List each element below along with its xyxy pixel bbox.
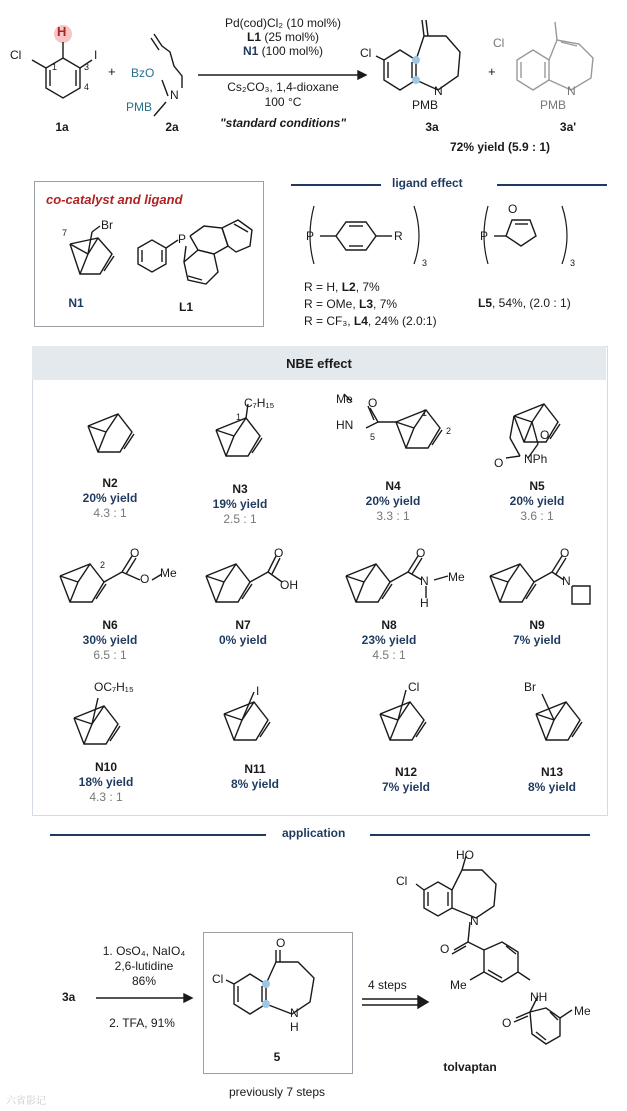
compound-5-o: O — [276, 936, 286, 950]
n4-pos-2: 2 — [446, 426, 452, 436]
position-3: 3 — [84, 62, 90, 72]
application-title: application — [282, 826, 346, 840]
n8-me: Me — [448, 570, 465, 584]
n2-structure — [88, 414, 134, 452]
n8-structure — [346, 556, 448, 602]
tolvaptan-cl: Cl — [396, 874, 408, 888]
compound-5-cl: Cl — [212, 972, 224, 986]
tolvaptan-o-2: O — [502, 1016, 512, 1030]
ligand-row-l4: R = CF₃, L4, 24% (2.0:1) — [304, 314, 437, 328]
compound-5-label: 5 — [273, 1050, 281, 1064]
n4-ratio: 3.3 : 1 — [376, 509, 410, 523]
n13-br: Br — [524, 680, 536, 694]
n13-label: N13 — [540, 765, 564, 779]
n10-label: N10 — [94, 760, 118, 774]
application-step1b: 2,6-lutidine — [114, 959, 174, 973]
n7-o: O — [274, 546, 284, 560]
n6-o-ester: O — [140, 572, 150, 586]
n6-label: N6 — [102, 618, 118, 632]
n11-i: I — [256, 684, 260, 698]
cond-cocatalyst: N1 (100 mol%) — [242, 44, 324, 58]
tolvaptan-n: N — [470, 914, 479, 928]
n3-yield: 19% yield — [212, 497, 268, 511]
nbe-effect-title: NBE effect — [286, 356, 352, 371]
four-steps-label: 4 steps — [368, 978, 407, 992]
n12-cl: Cl — [408, 680, 420, 694]
atom-cl: Cl — [10, 48, 22, 62]
atom-n-3a: N — [434, 84, 443, 98]
n4-me: Me — [336, 392, 353, 406]
l5-sub-3: 3 — [570, 258, 576, 268]
ligand-sub-3: 3 — [422, 258, 428, 268]
l5-phosphorus: P — [480, 229, 489, 243]
cond-base-solvent: Cs₂CO₃, 1,4-dioxane — [227, 80, 339, 94]
atom-pmb-3a-prime: PMB — [540, 98, 567, 112]
n8-h: H — [420, 596, 429, 610]
tolvaptan-nh: NH — [530, 990, 548, 1004]
position-4: 4 — [84, 82, 90, 92]
application-rule-left — [50, 834, 266, 836]
n2-yield: 20% yield — [82, 491, 138, 505]
n5-yield: 20% yield — [509, 494, 565, 508]
n11-yield: 8% yield — [230, 777, 280, 791]
ligand-r-group: R — [394, 229, 403, 243]
n7-oh: OH — [280, 578, 298, 592]
n4-o: O — [368, 396, 378, 410]
n5-label: N5 — [529, 479, 545, 493]
label-3a: 3a — [425, 120, 439, 134]
previously-7-steps: previously 7 steps — [228, 1085, 326, 1099]
application-step2: 2. TFA, 91% — [109, 1016, 175, 1030]
cond-temperature: 100 °C — [264, 95, 302, 109]
atom-pmb-2a: PMB — [126, 100, 153, 114]
n8-n: N — [420, 574, 429, 588]
n3-ratio: 2.5 : 1 — [223, 512, 257, 526]
n9-label: N9 — [529, 618, 545, 632]
n7-label: N7 — [235, 618, 251, 632]
cond-ligand: L1 (25 mol%) — [246, 30, 320, 44]
label-1a: 1a — [55, 120, 69, 134]
application-arrow-1 — [96, 993, 196, 1003]
label-3a-prime: 3a' — [559, 120, 577, 134]
n2-label: N2 — [102, 476, 118, 490]
n8-ratio: 4.5 : 1 — [372, 648, 406, 662]
n9-yield: 7% yield — [512, 633, 562, 647]
n6-me: Me — [160, 566, 177, 580]
label-n1: N1 — [68, 296, 84, 310]
tolvaptan-me-2: Me — [574, 1004, 591, 1018]
n8-yield: 23% yield — [361, 633, 417, 647]
n1-position-7: 7 — [62, 228, 68, 238]
watermark: 六省影记 — [6, 1096, 46, 1107]
compound-5-n: N — [290, 1006, 299, 1020]
n9-structure — [490, 556, 590, 604]
n10-oc7h15: OC₇H₁₅ — [94, 680, 134, 694]
compound-5-h: H — [290, 1020, 299, 1034]
n12-yield: 7% yield — [381, 780, 431, 794]
tolvaptan-label: tolvaptan — [443, 1060, 497, 1074]
cond-standard: "standard conditions" — [219, 116, 347, 130]
n5-o-bottom: O — [494, 456, 504, 470]
n8-label: N8 — [381, 618, 397, 632]
position-1: 1 — [52, 62, 58, 72]
n6-pos-2: 2 — [100, 560, 106, 570]
ligand-row-l5: L5, 54%, (2.0 : 1) — [478, 296, 571, 310]
n12-structure — [380, 690, 426, 740]
n11-label: N11 — [244, 762, 266, 776]
ligand-phosphorus: P — [306, 229, 315, 243]
application-step1c: 86% — [131, 974, 157, 988]
n7-structure — [206, 556, 282, 602]
scheme-yield: 72% yield (5.9 : 1) — [449, 140, 551, 154]
n5-nph: NPh — [524, 452, 548, 466]
n3-label: N3 — [232, 482, 248, 496]
atom-i: I — [94, 48, 98, 62]
l1-phosphorus: P — [178, 232, 187, 246]
atom-n-2a: N — [170, 88, 179, 102]
n13-yield: 8% yield — [527, 780, 577, 794]
n4-structure — [344, 394, 442, 448]
n4-label: N4 — [385, 479, 401, 493]
n3-c7h15: C₇H₁₅ — [244, 396, 275, 410]
l5-oxygen: O — [508, 202, 518, 216]
atom-pmb-3a: PMB — [412, 98, 439, 112]
atom-h: H — [57, 24, 67, 39]
n4-pos-5: 5 — [370, 432, 376, 442]
n13-structure — [536, 694, 582, 740]
n4-pos-1: 1 — [422, 408, 428, 418]
cocatalyst-title: co-catalyst and ligand — [46, 192, 183, 207]
n3-pos-1: 1 — [236, 412, 242, 422]
n9-o: O — [560, 546, 570, 560]
ligand-row-l2: R = H, L2, 7% — [304, 280, 380, 294]
plus-sign: + — [108, 64, 116, 79]
atom-cl-3a-prime: Cl — [493, 36, 505, 50]
n2-ratio: 4.3 : 1 — [93, 506, 127, 520]
label-2a: 2a — [165, 120, 179, 134]
n6-ratio: 6.5 : 1 — [93, 648, 127, 662]
n6-yield: 30% yield — [82, 633, 138, 647]
application-rule-right — [370, 834, 590, 836]
ligand-row-l3: R = OMe, L3, 7% — [304, 297, 398, 311]
n4-yield: 20% yield — [365, 494, 421, 508]
n8-o: O — [416, 546, 426, 560]
label-l1: L1 — [178, 300, 194, 314]
n10-structure — [74, 698, 120, 744]
n12-label: N12 — [394, 765, 418, 779]
tolvaptan-me: Me — [450, 978, 467, 992]
plus-sign-2: + — [488, 64, 496, 79]
compound-5-structure — [206, 942, 356, 1052]
application-start-3a: 3a — [62, 990, 76, 1004]
n5-structure — [506, 404, 560, 458]
n5-o-top: O — [540, 428, 550, 442]
atom-cl-3a: Cl — [360, 46, 372, 60]
n6-o: O — [130, 546, 140, 560]
n7-yield: 0% yield — [218, 633, 268, 647]
n5-ratio: 3.6 : 1 — [520, 509, 554, 523]
n10-yield: 18% yield — [78, 775, 134, 789]
cond-catalyst: Pd(cod)Cl₂ (10 mol%) — [224, 16, 342, 30]
n10-ratio: 4.3 : 1 — [89, 790, 123, 804]
n9-n: N — [562, 574, 571, 588]
application-step1: 1. OsO₄, NaIO₄ — [102, 944, 186, 958]
n11-structure — [224, 692, 270, 740]
tolvaptan-structure — [412, 842, 612, 1072]
tolvaptan-o: O — [440, 942, 450, 956]
atom-bzo: BzO — [131, 66, 155, 80]
n1-bromine: Br — [101, 218, 113, 232]
n4-hn: HN — [336, 418, 354, 432]
ligand-effect-title: ligand effect — [392, 176, 463, 190]
atom-n-3a-prime: N — [567, 84, 576, 98]
tolvaptan-ho: HO — [456, 848, 474, 862]
